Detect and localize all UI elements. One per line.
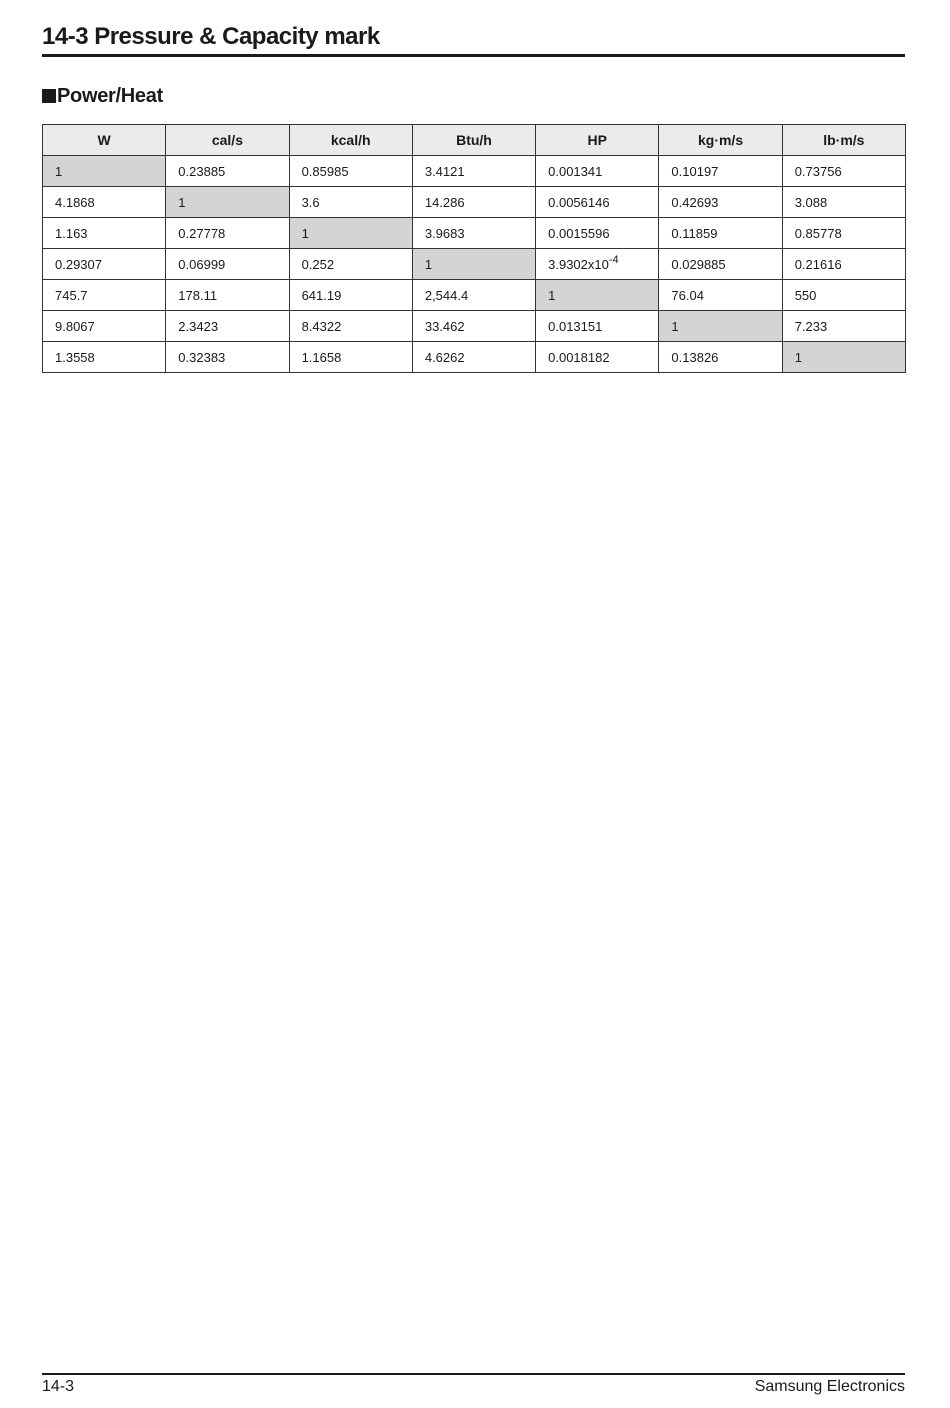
table-cell: 0.27778 [166, 218, 289, 249]
table-row [43, 249, 906, 280]
table-cell: 14.286 [412, 187, 535, 218]
table-cell: 0.85778 [782, 218, 905, 249]
table-cell: 33.462 [412, 311, 535, 342]
table-cell: 2,544.4 [412, 280, 535, 311]
table-cell: 1 [289, 218, 412, 249]
table-cell: 3.6 [289, 187, 412, 218]
table-cell: 0.0056146 [536, 187, 659, 218]
table-cell: 1.163 [43, 218, 166, 249]
table-cell: 0.21616 [782, 249, 905, 280]
footer-company: Samsung Electronics [754, 1378, 905, 1395]
cell-base-value: 3.9302x10 [548, 256, 609, 272]
table-cell [536, 249, 659, 280]
column-header: cal/s [166, 125, 289, 156]
column-header: W [43, 125, 166, 156]
table-cell: 0.0018182 [536, 342, 659, 373]
column-header: Btu/h [412, 125, 535, 156]
table-cell: 1 [412, 249, 535, 280]
section-heading-text: Power/Heat [57, 85, 163, 107]
table-cell: 8.4322 [289, 311, 412, 342]
table-cell: 0.013151 [536, 311, 659, 342]
table-cell: 0.32383 [166, 342, 289, 373]
table-cell: 0.23885 [166, 156, 289, 187]
table-cell: 1 [166, 187, 289, 218]
table-cell: 0.42693 [659, 187, 782, 218]
table-row [43, 280, 906, 311]
table-cell: 641.19 [289, 280, 412, 311]
column-header: HP [536, 125, 659, 156]
table-cell: 2.3423 [166, 311, 289, 342]
table-cell: 1 [43, 156, 166, 187]
table-cell: 4.6262 [412, 342, 535, 373]
footer-rule [42, 1373, 905, 1375]
table-cell: 0.85985 [289, 156, 412, 187]
table-row [43, 187, 906, 218]
table-cell: 1 [782, 342, 905, 373]
table-cell: 76.04 [659, 280, 782, 311]
table-cell: 0.10197 [659, 156, 782, 187]
footer-page-number: 14-3 [42, 1378, 75, 1395]
table-row [43, 342, 906, 373]
table-cell: 0.029885 [659, 249, 782, 280]
power-heat-conversion-table [42, 124, 906, 373]
table-header-row [43, 125, 906, 156]
column-header: kg·m/s [659, 125, 782, 156]
column-header: lb·m/s [782, 125, 905, 156]
table-cell: 3.9683 [412, 218, 535, 249]
table-cell: 0.06999 [166, 249, 289, 280]
cell-exponent: -4 [608, 253, 619, 266]
table-cell: 3.4121 [412, 156, 535, 187]
table-cell: 1.3558 [43, 342, 166, 373]
title-rule [42, 54, 905, 57]
table-cell: 550 [782, 280, 905, 311]
table-row [43, 218, 906, 249]
table-cell: 4.1868 [43, 187, 166, 218]
table-cell: 0.001341 [536, 156, 659, 187]
table-cell: 0.73756 [782, 156, 905, 187]
table-cell: 0.13826 [659, 342, 782, 373]
table-cell: 1 [536, 280, 659, 311]
table-cell: 9.8067 [43, 311, 166, 342]
table-row [43, 311, 906, 342]
table-cell: 0.0015596 [536, 218, 659, 249]
table-row [43, 156, 906, 187]
table-cell: 1.1658 [289, 342, 412, 373]
table-cell: 1 [659, 311, 782, 342]
page-title: 14-3 Pressure & Capacity mark [42, 23, 380, 50]
table-cell: 745.7 [43, 280, 166, 311]
table-cell: 0.11859 [659, 218, 782, 249]
table-cell: 7.233 [782, 311, 905, 342]
table-cell: 0.252 [289, 249, 412, 280]
table-cell: 0.29307 [43, 249, 166, 280]
section-heading [42, 82, 163, 110]
table-cell: 178.11 [166, 280, 289, 311]
square-bullet-icon [42, 89, 56, 103]
column-header: kcal/h [289, 125, 412, 156]
table-cell: 3.088 [782, 187, 905, 218]
